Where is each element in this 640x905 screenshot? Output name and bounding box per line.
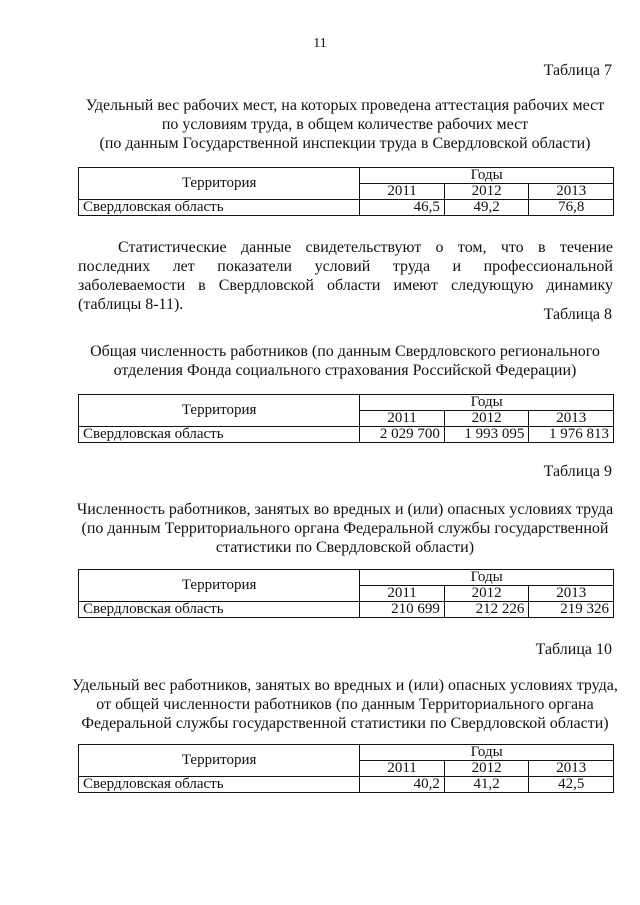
table-10-title bbox=[70, 676, 620, 733]
row-label: Свердловская область bbox=[79, 602, 360, 618]
value-cell: 1 976 813 bbox=[529, 427, 614, 443]
table-row bbox=[79, 200, 614, 216]
header-year: 2011 bbox=[360, 411, 445, 427]
header-year: 2012 bbox=[444, 411, 529, 427]
table-8 bbox=[78, 394, 614, 443]
header-year: 2013 bbox=[529, 411, 614, 427]
header-territory: Территория bbox=[79, 168, 360, 200]
table-8-label: Таблица 8 bbox=[543, 306, 612, 323]
table-9-title-line: (по данным Территориального органа Федеральной службы государственной bbox=[81, 520, 609, 537]
table-10-title-line: Федеральной службы государственной статистики по Свердловской области) bbox=[81, 715, 609, 732]
header-year: 2013 bbox=[529, 184, 614, 200]
header-territory: Территория bbox=[79, 570, 360, 602]
paragraph-text: Статистические данные свидетельствуют о том, что в течение последних лет показатели условий труда и профессиональной заболеваемости в Свердловской области имеют следующую динамику (таблицы 8-11). bbox=[78, 239, 613, 313]
header-territory: Территория bbox=[79, 745, 360, 777]
table-row bbox=[79, 777, 614, 793]
table-7-label: Таблица 7 bbox=[543, 62, 612, 79]
header-years: Годы bbox=[360, 395, 614, 411]
header-year: 2011 bbox=[360, 761, 445, 777]
header-years: Годы bbox=[360, 168, 614, 184]
table-7 bbox=[78, 167, 614, 216]
table-8-title bbox=[70, 342, 620, 380]
value-cell: 219 326 bbox=[529, 602, 614, 618]
table-7-title-line: по условиям труда, в общем количестве рабочих мест bbox=[161, 116, 529, 133]
table-8-title-line: отделения Фонда социального страхования Российской Федерации) bbox=[113, 362, 577, 379]
value-cell: 46,5 bbox=[360, 200, 445, 216]
table-8-title-line: Общая численность работников (по данным Свердловского регионального bbox=[90, 343, 600, 360]
row-label: Свердловская область bbox=[79, 777, 360, 793]
row-label: Свердловская область bbox=[79, 200, 360, 216]
value-cell: 42,5 bbox=[529, 777, 614, 793]
table-10-label: Таблица 10 bbox=[535, 641, 612, 658]
table-7-title bbox=[70, 96, 620, 153]
header-territory: Территория bbox=[79, 395, 360, 427]
value-cell: 76,8 bbox=[529, 200, 614, 216]
header-year: 2012 bbox=[444, 184, 529, 200]
table-9-title-line: статистики по Свердловской области) bbox=[215, 539, 475, 556]
body-paragraph bbox=[78, 238, 613, 314]
table-row bbox=[79, 602, 614, 618]
header-years: Годы bbox=[360, 745, 614, 761]
header-year: 2012 bbox=[444, 761, 529, 777]
value-cell: 1 993 095 bbox=[444, 427, 529, 443]
header-years: Годы bbox=[360, 570, 614, 586]
table-9-title bbox=[70, 500, 620, 557]
table-row bbox=[79, 427, 614, 443]
header-year: 2012 bbox=[444, 586, 529, 602]
value-cell: 2 029 700 bbox=[360, 427, 445, 443]
value-cell: 40,2 bbox=[360, 777, 445, 793]
value-cell: 49,2 bbox=[444, 200, 529, 216]
table-9 bbox=[78, 569, 614, 618]
table-9-title-line: Численность работников, занятых во вредных и (или) опасных условиях труда bbox=[76, 501, 614, 518]
value-cell: 212 226 bbox=[444, 602, 529, 618]
table-10 bbox=[78, 744, 614, 793]
value-cell: 41,2 bbox=[444, 777, 529, 793]
header-year: 2013 bbox=[529, 761, 614, 777]
header-year: 2011 bbox=[360, 586, 445, 602]
row-label: Свердловская область bbox=[79, 427, 360, 443]
page-number: 11 bbox=[313, 36, 327, 51]
table-9-label: Таблица 9 bbox=[543, 463, 612, 480]
table-7-title-line: (по данным Государственной инспекции труда в Свердловской области) bbox=[99, 135, 591, 152]
table-10-title-line: от общей численности работников (по данным Территориального органа bbox=[96, 696, 594, 713]
table-7-title-line: Удельный вес рабочих мест, на которых проведена аттестация рабочих мест bbox=[85, 97, 605, 114]
table-10-title-line: Удельный вес работников, занятых во вредных и (или) опасных условиях труда, bbox=[72, 677, 618, 694]
value-cell: 210 699 bbox=[360, 602, 445, 618]
header-year: 2011 bbox=[360, 184, 445, 200]
header-year: 2013 bbox=[529, 586, 614, 602]
